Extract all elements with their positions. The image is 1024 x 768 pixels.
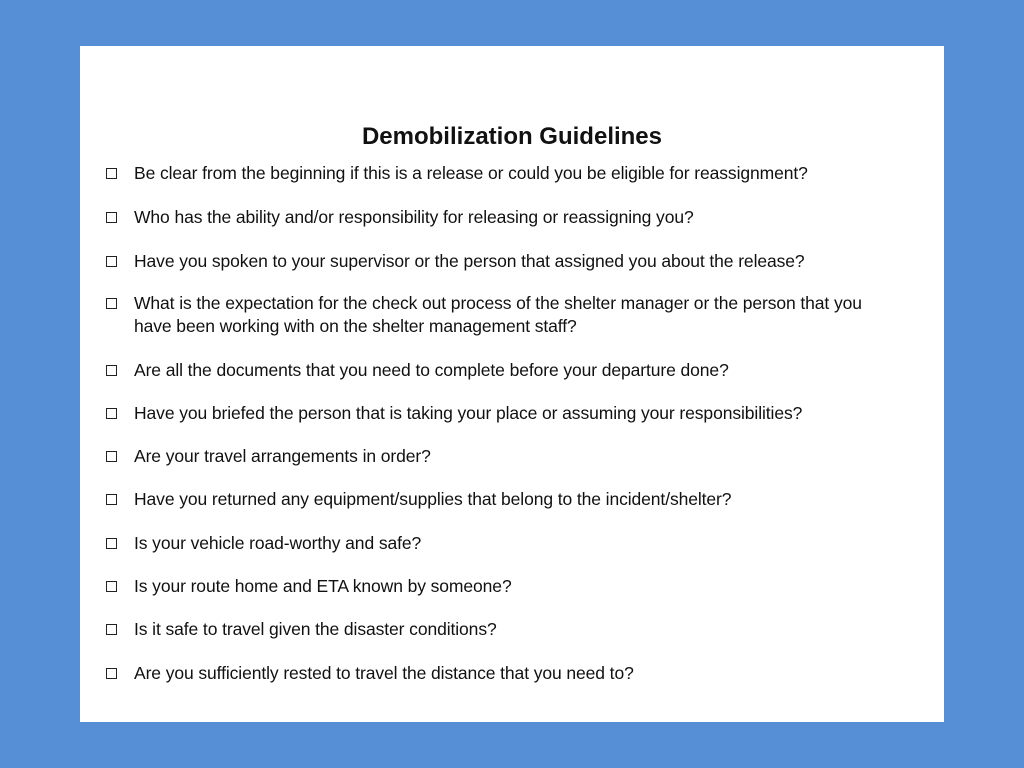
checklist-item xyxy=(106,532,906,555)
checkbox-icon[interactable] xyxy=(106,494,117,505)
checklist-item-label: Who has the ability and/or responsibility for releasing or reassigning you? xyxy=(134,207,694,227)
checkbox-icon[interactable] xyxy=(106,365,117,376)
checklist-item-label: Have you spoken to your supervisor or the person that assigned you about the release? xyxy=(134,251,805,271)
checklist-item-label: Are all the documents that you need to complete before your departure done? xyxy=(134,360,729,380)
checklist-item xyxy=(106,250,906,273)
checklist-item xyxy=(106,575,906,598)
checklist-item xyxy=(106,359,906,382)
checkbox-icon[interactable] xyxy=(106,168,117,179)
checklist-item-label: Have you returned any equipment/supplies that belong to the incident/shelter? xyxy=(134,489,732,509)
checkbox-icon[interactable] xyxy=(106,581,117,592)
checkbox-icon[interactable] xyxy=(106,538,117,549)
checklist-item xyxy=(106,488,906,511)
checklist-item-label: Is it safe to travel given the disaster conditions? xyxy=(134,619,497,639)
checklist-item xyxy=(106,618,906,641)
checkbox-icon[interactable] xyxy=(106,256,117,267)
checklist-item xyxy=(106,292,906,338)
checklist-item-label: Is your vehicle road-worthy and safe? xyxy=(134,533,422,553)
checklist-item xyxy=(106,445,906,468)
checklist-item-label: Are you sufficiently rested to travel the distance that you need to? xyxy=(134,663,634,683)
checklist-item xyxy=(106,662,906,685)
checklist-item-label: Are your travel arrangements in order? xyxy=(134,446,431,466)
checkbox-icon[interactable] xyxy=(106,668,117,679)
checkbox-icon[interactable] xyxy=(106,298,117,309)
checkbox-icon[interactable] xyxy=(106,408,117,419)
page-title: Demobilization Guidelines xyxy=(361,123,663,150)
checklist-item xyxy=(106,206,906,229)
checkbox-icon[interactable] xyxy=(106,212,117,223)
checklist-item xyxy=(106,162,906,185)
checklist-item-label: Is your route home and ETA known by someone? xyxy=(134,576,512,596)
checklist-item xyxy=(106,402,906,425)
checklist-item-label: Have you briefed the person that is taking your place or assuming your responsibilities? xyxy=(134,403,803,423)
slide-panel xyxy=(80,46,944,722)
checkbox-icon[interactable] xyxy=(106,624,117,635)
checklist-item-label: What is the expectation for the check out process of the shelter manager or the person that you have been working with on the shelter management staff? xyxy=(134,293,862,336)
checklist-item-label: Be clear from the beginning if this is a release or could you be eligible for reassignment? xyxy=(134,163,808,183)
checkbox-icon[interactable] xyxy=(106,451,117,462)
